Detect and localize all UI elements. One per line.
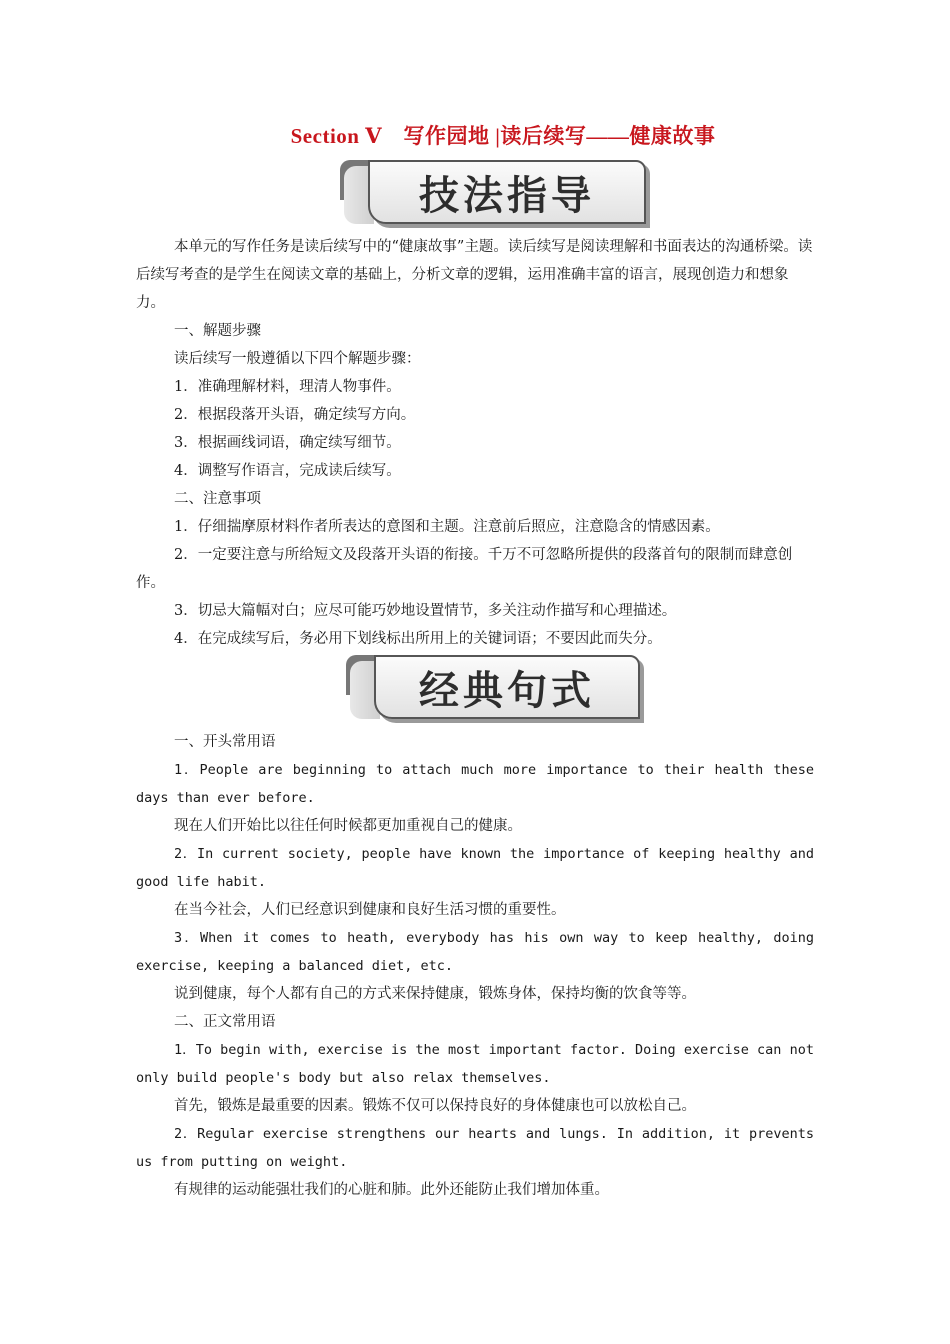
step-item: 4．调整写作语言，完成读后续写。 [174, 463, 401, 479]
sentence-english: 2．Regular exercise strengthens our hearts and lungs. In addition, it prevents us from putting on weight. [136, 1126, 814, 1170]
banner-title: 经典句式 [374, 655, 640, 719]
steps-intro: 读后续写一般遵循以下四个解题步骤： [174, 351, 421, 367]
note-item: 4．在完成续写后，务必用下划线标出所用上的关键词语；不要因此而失分。 [174, 631, 662, 647]
sentence-chinese: 说到健康，每个人都有自己的方式来保持健康，锻炼身体，保持均衡的饮食等等。 [174, 986, 696, 1002]
section-banner-sentences [346, 655, 646, 725]
step-item: 1．准确理解材料，理清人物事件。 [174, 379, 401, 395]
sentence-chinese: 在当今社会，人们已经意识到健康和良好生活习惯的重要性。 [174, 902, 566, 918]
sentence-english: 1．People are beginning to attach much more importance to their health these days than ever before. [136, 762, 814, 806]
page-title: Section Ⅴ 写作园地 |读后续写——健康故事 [290, 124, 716, 148]
heading-steps: 一、解题步骤 [174, 323, 261, 339]
step-item: 3．根据画线词语，确定续写细节。 [174, 435, 401, 451]
sentence-chinese: 现在人们开始比以往任何时候都更加重视自己的健康。 [174, 818, 522, 834]
heading-opening: 一、开头常用语 [174, 734, 276, 750]
note-item: 3．切忌大篇幅对白；应尽可能巧妙地设置情节，多关注动作描写和心理描述。 [174, 603, 677, 619]
sentence-chinese: 首先，锻炼是最重要的因素。锻炼不仅可以保持良好的身体健康也可以放松自己。 [174, 1098, 696, 1114]
heading-notes: 二、注意事项 [174, 491, 261, 507]
sentence-english: 3．When it comes to heath, everybody has his own way to keep healthy, doing exercise, keeping a balanced diet, etc. [136, 930, 814, 974]
section-techniques-body [136, 233, 814, 653]
intro-paragraph: 本单元的写作任务是读后续写中的“健康故事”主题。读后续写是阅读理解和书面表达的沟通桥梁。读后续写考查的是学生在阅读文章的基础上，分析文章的逻辑，运用准确丰富的语言，展现创造力和想象力。 [136, 239, 813, 311]
sentence-chinese: 有规律的运动能强壮我们的心脏和肺。此外还能防止我们增加体重。 [174, 1182, 609, 1198]
heading-body: 二、正文常用语 [174, 1014, 276, 1030]
note-item: 1．仔细揣摩原材料作者所表达的意图和主题。注意前后照应，注意隐含的情感因素。 [174, 519, 720, 535]
step-item: 2．根据段落开头语，确定续写方向。 [174, 407, 416, 423]
section-banner-techniques [340, 160, 650, 230]
sentence-english: 2．In current society, people have known the importance of keeping healthy and good life habit. [136, 846, 814, 890]
section-sentences-body [136, 728, 814, 1204]
banner-title: 技法指导 [368, 160, 646, 224]
sentence-english: 1．To begin with, exercise is the most important factor. Doing exercise can not only build people's body but also relax themselves. [136, 1042, 814, 1086]
note-item: 2．一定要注意与所给短文及段落开头语的衔接。千万不可忽略所提供的段落首句的限制而肆意创作。 [136, 547, 793, 591]
